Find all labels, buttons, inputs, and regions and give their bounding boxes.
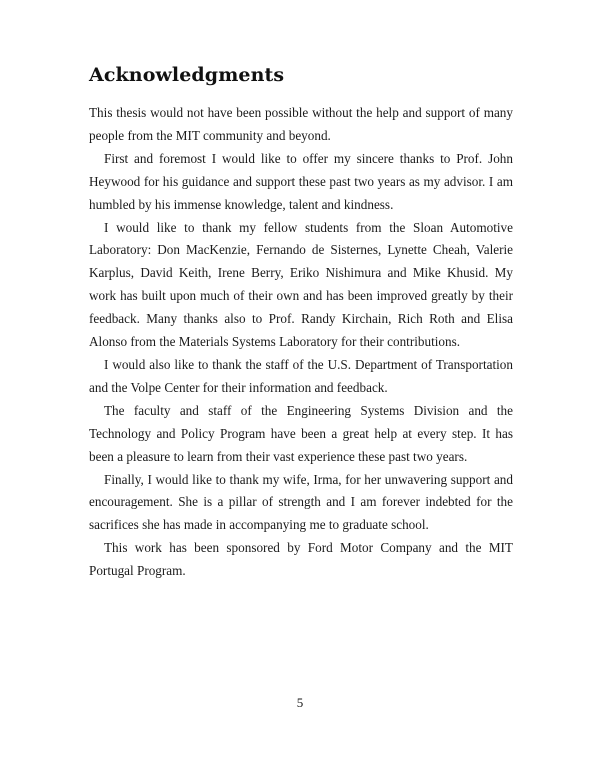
paragraph-esd-tpp: The faculty and staff of the Engineering Systems Division and the Technology and Policy Program have been a great help at every step. It has been a pleasure to learn from their vast experience these past two years. bbox=[89, 402, 513, 464]
paragraph-lab-colleagues: I would like to thank my fellow students from the Sloan Automotive Laboratory: Don MacKenzie, Fernando de Sisternes, Lynette Cheah, Valerie Karplus, David Keith, Irene Berry, Eriko Nishimura and Mike Khusid. My work has built upon much of their own and has been improved greatly by their feedback. Many thanks also to Prof. Randy Kirchain, Rich Roth and Elisa Alonso from the Materials Systems Laboratory for their contributions. bbox=[89, 219, 513, 350]
paragraph-dot-volpe: I would also like to thank the staff of the U.S. Department of Transportation and the Volpe Center for their information and feedback. bbox=[89, 356, 513, 395]
paragraph-advisor: First and foremost I would like to offer my sincere thanks to Prof. John Heywood for his guidance and support these past two years as my advisor. I am humbled by his immense knowledge, talent and kindness. bbox=[89, 150, 513, 212]
paragraph-intro: This thesis would not have been possible without the help and support of many people from the MIT community and beyond. bbox=[89, 105, 513, 143]
section-heading: Acknowledgments bbox=[89, 64, 285, 86]
paragraph-family: Finally, I would like to thank my wife, Irma, for her unwavering support and encouragement. She is a pillar of strength and I am forever indebted for the sacrifices she has made in accompanying me to graduate school. bbox=[89, 471, 513, 533]
page-number: 5 bbox=[296, 695, 304, 710]
acknowledgments-body bbox=[89, 102, 513, 583]
paragraph-sponsors: This work has been sponsored by Ford Motor Company and the MIT Portugal Program. bbox=[89, 540, 513, 579]
